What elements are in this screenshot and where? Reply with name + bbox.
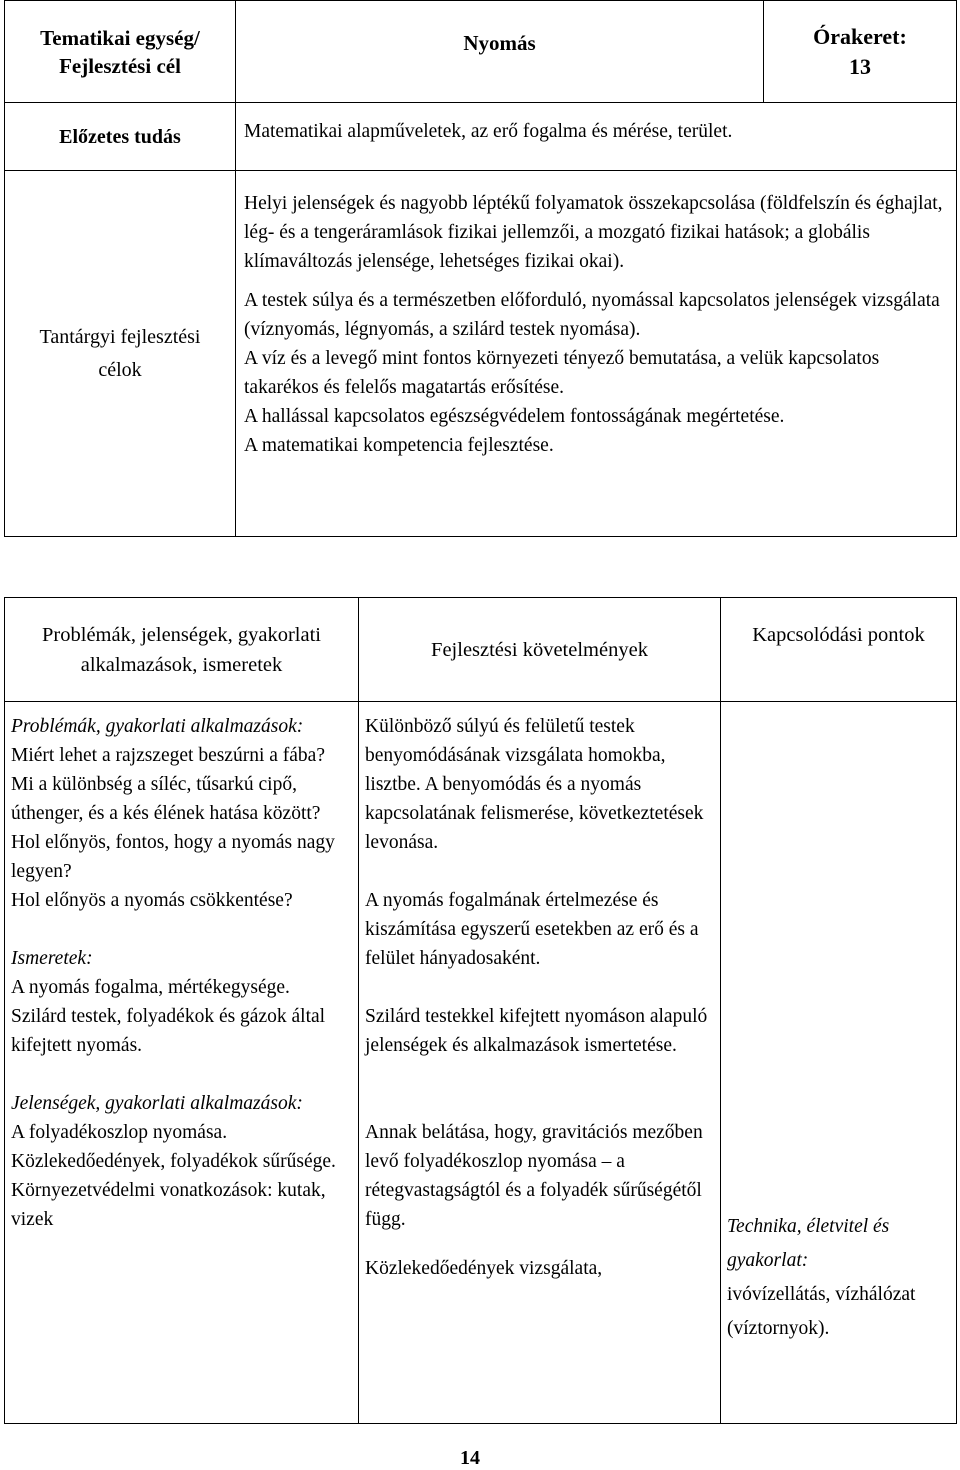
prior-knowledge-label-cell — [5, 103, 236, 171]
connection-heading: Technika, életvitel és gyakorlat: — [727, 1216, 890, 1271]
topic-cell — [236, 1, 764, 103]
header-col1 — [5, 598, 359, 702]
problem-item: Hol előnyös, fontos, hogy a nyomás nagy legyen? — [11, 832, 335, 882]
goal-paragraph: A testek súlya és a természetben előforduló, nyomással kapcsolatos jelenségek vizsgálata (víznyomás, légnyomás, a szilárd testek nyomása). — [244, 290, 940, 340]
phenomena-item-b: Környezetvédelmi vonatkozások: kutak, vizek — [11, 1180, 326, 1230]
problems-heading: Problémák, gyakorlati alkalmazások: — [11, 716, 304, 737]
curriculum-header-table — [4, 0, 957, 537]
knowledge-item: Szilárd testek, folyadékok és gázok által kifejtett nyomás. — [11, 1006, 326, 1056]
topic-title: Nyomás — [463, 30, 536, 55]
requirement-paragraph: Szilárd testekkel kifejtett nyomáson alapuló jelenségek és alkalmazások ismertetése. — [365, 1006, 708, 1056]
prior-knowledge-label: Előzetes tudás — [59, 126, 181, 148]
requirement-paragraph: Annak belátása, hogy, gravitációs mezőben levő folyadékoszlop nyomása – a rétegvastagságtól és a folyadék sűrűségétől függ. — [365, 1122, 703, 1230]
phenomena-item — [11, 1147, 352, 1234]
hours-label: Órakeret: — [813, 23, 907, 49]
problem-item: Miért lehet a rajzszeget beszúrni a fába? — [11, 745, 325, 766]
unit-label-cell — [5, 1, 236, 103]
page-number: 14 — [460, 1447, 480, 1469]
unit-label-line1: Tematikai egység/ — [40, 25, 200, 50]
header-col2 — [359, 598, 721, 702]
header-col3-text: Kapcsolódási pontok — [752, 624, 925, 646]
prior-knowledge-text-cell — [236, 103, 957, 171]
requirement-paragraph: A nyomás fogalmának értelmezése és kiszámítása egyszerű esetekben az erő és a felület hányadosaként. — [365, 890, 699, 969]
requirement-paragraph: Közlekedőedények vizsgálata, — [365, 1258, 603, 1279]
goal-paragraph: A víz és a levegő mint fontos környezeti tényező bemutatása, a velük kapcsolatos takarékos és felelős magatartás erősítése. — [244, 348, 880, 398]
goal-paragraph: Helyi jelenségek és nagyobb léptékű folyamatok összekapcsolása (földfelszín és éghajlat, lég- és a tengeráramlások fizikai jellemzői, a mozgató fizikai hatások; a globális klímaváltozás jelensége, lehetséges fizikai okai). — [244, 193, 943, 272]
subject-goals-label-line1: Tantárgyi fejlesztési — [39, 325, 201, 348]
header-col3 — [721, 598, 957, 702]
phenomena-item: A folyadékoszlop nyomása. — [11, 1122, 228, 1143]
knowledge-item: A nyomás fogalma, mértékegysége. — [11, 977, 290, 998]
problem-item: Hol előnyös a nyomás csökkentése? — [11, 890, 293, 911]
header-col1-text: Problémák, jelenségek, gyakorlati alkalmazások, ismeretek — [42, 623, 321, 676]
subject-goals-text-cell — [236, 171, 957, 537]
unit-label-line2: Fejlesztési cél — [59, 53, 181, 78]
hours-value: 13 — [849, 53, 871, 79]
col3-content — [721, 702, 957, 1424]
curriculum-content-table — [4, 597, 957, 1424]
col2-content — [359, 702, 721, 1424]
knowledge-heading: Ismeretek: — [11, 948, 93, 969]
prior-knowledge-text: Matematikai alapműveletek, az erő fogalma és mérése, terület. — [244, 121, 733, 142]
hours-cell — [764, 1, 957, 103]
phenomena-heading: Jelenségek, gyakorlati alkalmazások: — [11, 1093, 303, 1114]
problem-item: Mi a különbség a síléc, tűsarkú cipő, úthenger, és a kés élének hatása között? — [11, 774, 321, 824]
subject-goals-label-line2: célok — [98, 358, 142, 381]
subject-goals-label-cell — [5, 171, 236, 537]
connection-text: ivóvízellátás, vízhálózat (víztornyok). — [727, 1284, 916, 1339]
col1-content — [5, 702, 359, 1424]
goal-paragraph: A matematikai kompetencia fejlesztése. — [244, 435, 554, 456]
goal-paragraph: A hallással kapcsolatos egészségvédelem fontosságának megértetése. — [244, 406, 785, 427]
requirement-paragraph: Különböző súlyú és felületű testek benyomódásának vizsgálata homokba, lisztbe. A benyomódás és a nyomás kapcsolatának felismerése, következtetések levonása. — [365, 716, 704, 853]
phenomena-item-a: Közlekedőedények, folyadékok sűrűsége. — [11, 1151, 336, 1172]
header-col2-text: Fejlesztési követelmények — [431, 638, 648, 661]
